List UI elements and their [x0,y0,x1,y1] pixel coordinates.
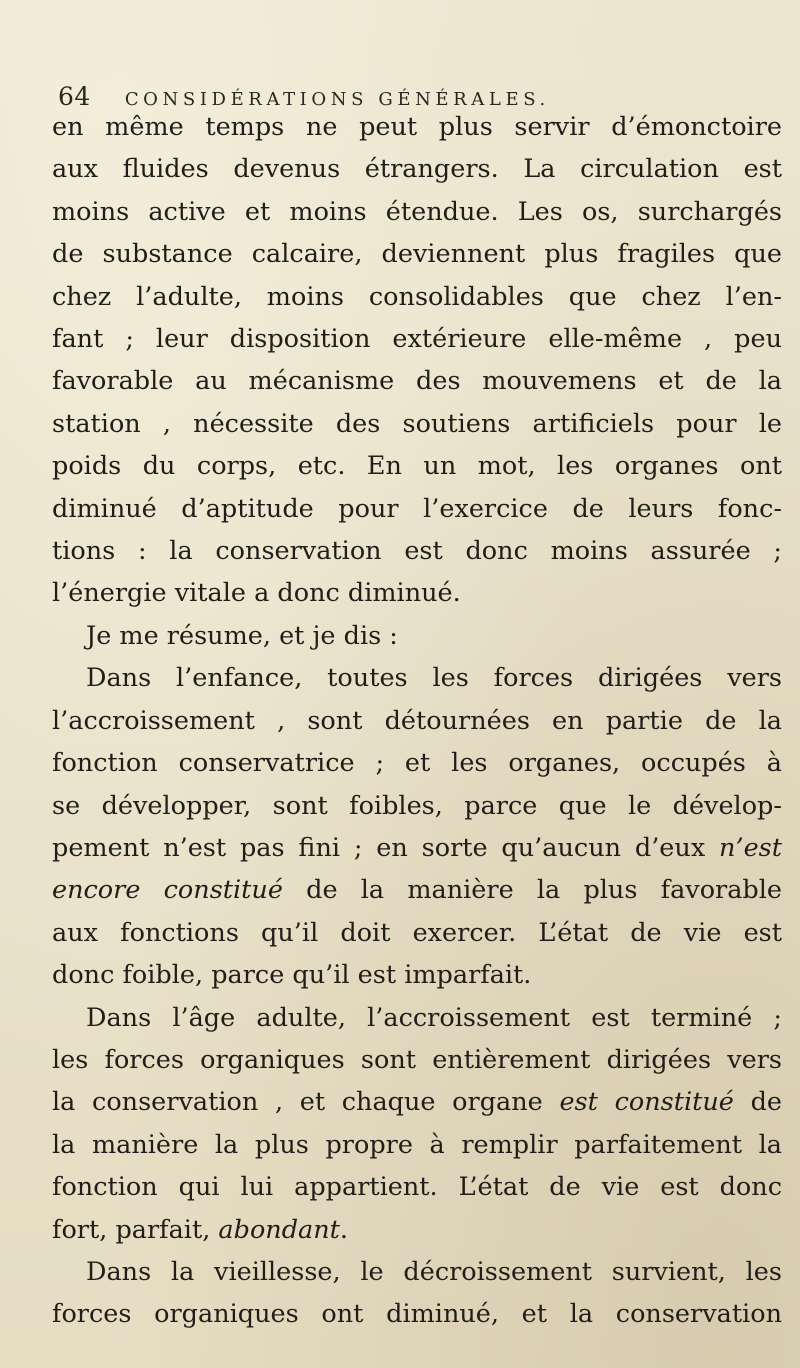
text-line: fant ; leur disposition extérieure elle-même , peu [52,324,782,355]
text-line: se développer, sont foibles, parce que le dévelop- [52,790,782,821]
paragraph-start-line: Dans la vieillesse, le décroissement survient, les [86,1256,782,1287]
text-line: en même temps ne peut plus servir d’émonctoire [52,112,782,142]
text-line-with-italic [52,869,782,911]
italic-phrase: encore constitué [52,875,283,906]
text-line: l’énergie vitale a donc diminué. [52,578,461,609]
text-segment: fort, parfait, [52,1214,219,1245]
text-line: la manière la plus propre à remplir parfaitement la [52,1129,782,1160]
text-line: donc foible, parce qu’il est imparfait. [52,960,532,991]
text-line-with-italic [52,827,782,869]
paragraph-start-line: Dans l’enfance, toutes les forces dirigées vers [86,663,782,694]
text-line: les forces organiques sont entièrement dirigées vers [52,1044,782,1075]
text-segment: de [733,1087,782,1118]
text-line: fonction conservatrice ; et les organes, occupés à [52,748,782,779]
text-line: chez l’adulte, moins consolidables que chez l’en- [52,281,782,312]
body-text [52,106,782,1336]
paragraph-start-line: Dans l’âge adulte, l’accroissement est terminé ; [86,1002,782,1033]
text-line: forces organiques ont diminué, et la conservation [52,1299,782,1330]
text-line: favorable au mécanisme des mouvemens et de la [52,366,782,397]
text-line: station , nécessite des soutiens artificiels pour le [52,408,782,439]
text-line: moins active et moins étendue. Les os, surchargés [52,196,782,227]
text-segment: la conservation , et chaque organe [52,1087,560,1118]
paragraph-start-line: Je me résume, et je dis : [86,620,398,651]
text-line: poids du corps, etc. En un mot, les organes ont [52,451,782,482]
italic-phrase: abondant [218,1214,340,1245]
text-line: diminué d’aptitude pour l’exercice de leurs fonc- [52,493,782,524]
text-line: aux fonctions qu’il doit exercer. L’état de vie est [52,917,782,948]
text-line-with-italic [52,1081,782,1123]
text-line: l’accroissement , sont détournées en partie de la [52,705,782,736]
text-line: fonction qui lui appartient. L’état de vie est donc [52,1172,782,1203]
text-line: tions : la conservation est donc moins assurée ; [52,536,782,567]
page-number: 64 [58,82,91,111]
text-line: aux fluides devenus étrangers. La circulation est [52,154,782,185]
italic-phrase: n’est [719,832,782,863]
text-segment: de la manière la plus favorable [282,875,783,906]
text-segment: . [339,1214,349,1245]
text-segment: pement n’est pas fini ; en sorte qu’aucun d’eux [52,832,720,863]
running-title: CONSIDÉRATIONS GÉNÉRALES. [124,89,550,110]
italic-phrase: est constitué [559,1087,734,1118]
text-line: de substance calcaire, deviennent plus fragiles que [52,239,782,270]
text-line-with-italic [52,1209,782,1251]
